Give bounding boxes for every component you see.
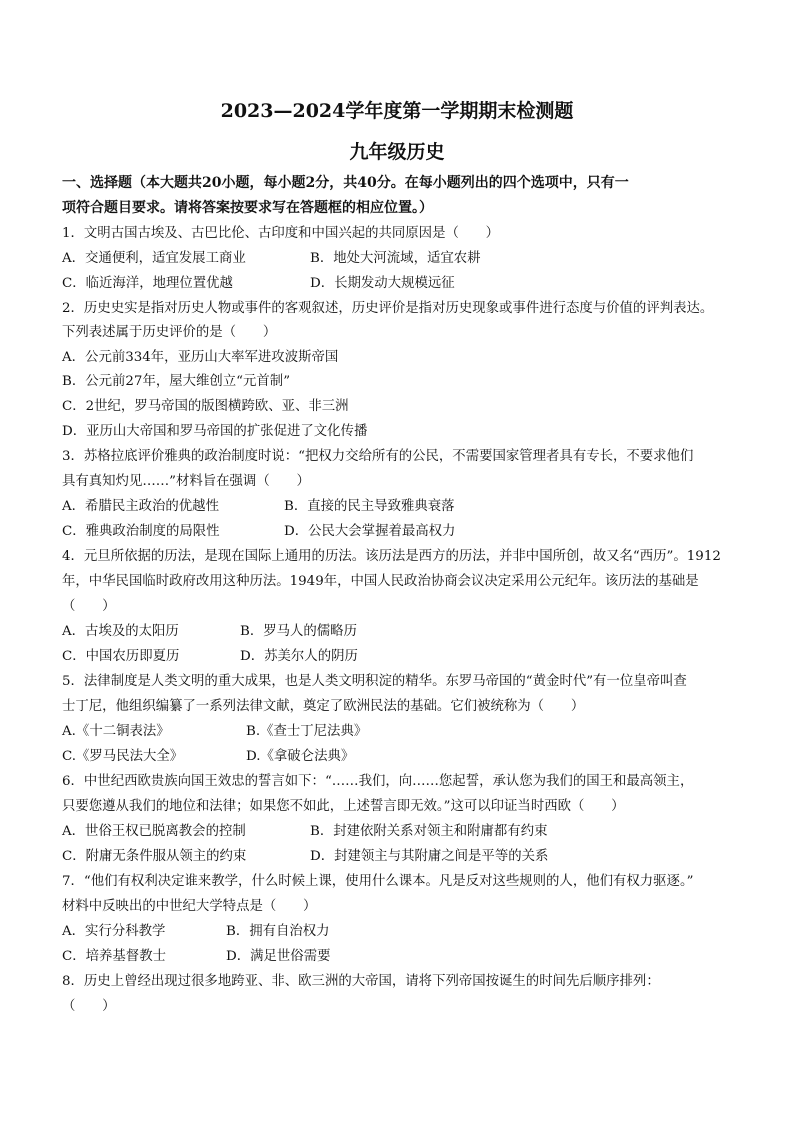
question-3-stem-2: 具有真知灼见……”材料旨在强调（ ）	[62, 474, 310, 489]
question-3-option-b: B．直接的民主导致雅典衰落	[284, 499, 455, 514]
question-4-option-c: C．中国农历即夏历	[62, 649, 180, 664]
section-intro-line-1: 一、选择题（本大题共20小题，每小题2分，共40分。在每小题列出的四个选项中，只有一	[62, 175, 629, 191]
question-2-stem-1: 2．历史史实是指对历史人物或事件的客观叙述，历史评价是指对历史现象或事件进行态度与价值的评判表达。	[62, 301, 714, 316]
question-2-option-b: B．公元前27年，屋大维创立“元首制”	[62, 374, 291, 389]
section-intro-line-2: 项符合题目要求。请将答案按要求写在答题框的相应位置。）	[62, 200, 433, 216]
question-3-stem-1: 3．苏格拉底评价雅典的政治制度时说：“把权力交给所有的公民，不需要国家管理者具有专长，不要求他们	[62, 449, 694, 464]
question-2-stem-2: 下列表述属于历史评价的是（ ）	[62, 325, 277, 340]
question-6-option-d: D．封建领主与其附庸之间是平等的关系	[310, 849, 549, 864]
question-4-option-b: B．罗马人的儒略历	[240, 624, 357, 639]
exam-title: 2023—2024学年度第一学期期末检测题	[220, 100, 574, 122]
question-7-stem-1: 7．“他们有权利决定谁来教学，什么时候上课，使用什么课本。凡是反对这些规则的人，他们有权力驱逐。”	[62, 874, 694, 889]
question-4-option-d: D．苏美尔人的阴历	[240, 649, 358, 664]
question-8-stem-2: （ ）	[62, 999, 116, 1014]
question-7-option-d: D．满足世俗需要	[226, 949, 331, 964]
question-1-option-a: A．交通便利，适宜发展工商业	[62, 251, 246, 266]
question-4-stem-3: （ ）	[62, 599, 116, 614]
question-6-stem-1: 6．中世纪西欧贵族向国王效忠的誓言如下：“……我们，向……您起誓，承认您为我们的国王和最高领主，	[62, 774, 694, 789]
question-6-option-a: A．世俗王权已脱离教会的控制	[62, 824, 246, 839]
question-3-option-c: C．雅典政治制度的局限性	[62, 524, 220, 539]
exam-subject: 九年级历史	[349, 141, 445, 163]
question-6-option-c: C．附庸无条件服从领主的约束	[62, 849, 247, 864]
question-6-option-b: B．封建依附关系对领主和附庸都有约束	[310, 824, 548, 839]
question-1-option-d: D．长期发动大规模远征	[310, 276, 455, 291]
question-5-option-c: C.《罗马民法大全》	[62, 749, 184, 764]
question-6-stem-2: 只要您遵从我们的地位和法律；如果您不如此，上述誓言即无效。”这可以印证当时西欧（ ）	[62, 799, 625, 814]
question-4-option-a: A．古埃及的太阳历	[62, 624, 179, 639]
question-4-stem-1: 4．元旦所依据的历法，是现在国际上通用的历法。该历法是西方的历法，并非中国所创，故又名“西历”。1912	[62, 549, 721, 564]
question-1-option-c: C．临近海洋，地理位置优越	[62, 276, 233, 291]
question-7-option-a: A．实行分科教学	[62, 924, 166, 939]
question-7-stem-2: 材料中反映出的中世纪大学特点是（ ）	[62, 899, 317, 914]
question-1-stem: 1．文明古国古埃及、古巴比伦、古印度和中国兴起的共同原因是（ ）	[62, 226, 500, 241]
question-5-stem-2: 士丁尼，他组织编纂了一系列法律文献，奠定了欧洲民法的基础。它们被统称为（ ）	[62, 699, 585, 714]
question-5-option-d: D.《拿破仑法典》	[246, 749, 355, 764]
question-3-option-a: A．希腊民主政治的优越性	[62, 499, 219, 514]
question-4-stem-2: 年，中华民国临时政府改用这种历法。1949年，中国人民政治协商会议决定采用公元纪年。该历法的基础是	[62, 574, 699, 589]
question-5-stem-1: 5．法律制度是人类文明的重大成果，也是人类文明积淀的精华。东罗马帝国的“黄金时代”有一位皇帝叫查	[62, 674, 687, 689]
question-8-stem-1: 8．历史上曾经出现过很多地跨亚、非、欧三洲的大帝国，请将下列帝国按诞生的时间先后顺序排列：	[62, 974, 660, 989]
question-5-option-a: A.《十二铜表法》	[62, 724, 170, 739]
question-2-option-d: D．亚历山大帝国和罗马帝国的扩张促进了文化传播	[62, 424, 368, 439]
question-3-option-d: D．公民大会掌握着最高权力	[284, 524, 456, 539]
question-7-option-c: C．培养基督教士	[62, 949, 166, 964]
question-7-option-b: B．拥有自治权力	[226, 924, 330, 939]
question-5-option-b: B.《查士丁尼法典》	[246, 724, 368, 739]
question-2-option-c: C．2世纪，罗马帝国的版图横跨欧、亚、非三洲	[62, 399, 349, 414]
question-2-option-a: A．公元前334年，亚历山大率军进攻波斯帝国	[62, 350, 339, 365]
question-1-option-b: B．地处大河流域，适宜农耕	[310, 251, 481, 266]
